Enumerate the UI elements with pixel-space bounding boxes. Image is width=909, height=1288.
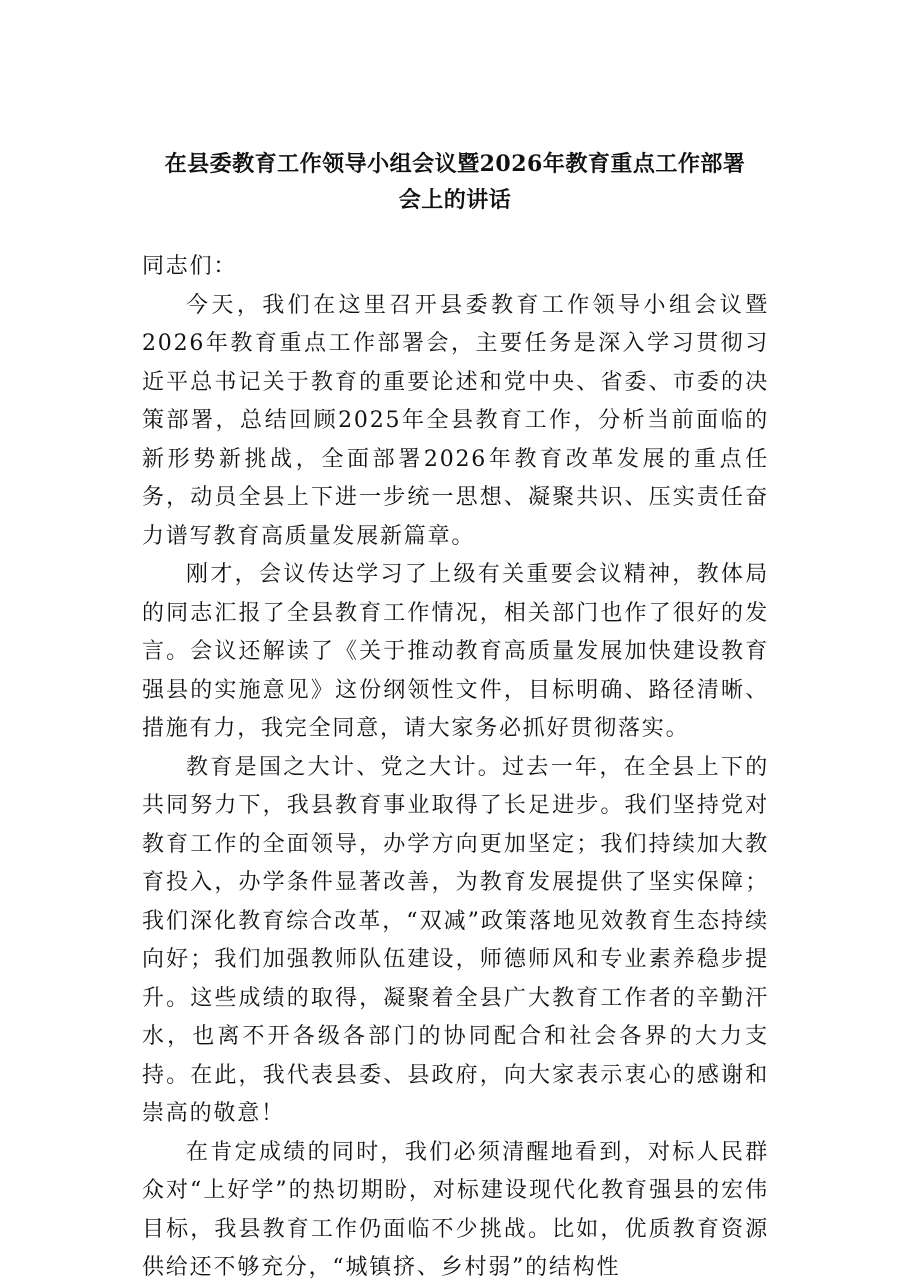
title-line-2: 会上的讲话 xyxy=(398,187,512,213)
paragraph-2: 刚才，会议传达学习了上级有关重要会议精神，教体局的同志汇报了全县教育工作情况，相关部门也作了很好的发言。会议还解读了《关于推动教育高质量发展加快建设教育强县的实施意见》这份纲领性文件，目标明确、路径清晰、措施有力，我完全同意，请大家务必抓好贯彻落实。 xyxy=(142,562,769,741)
paragraph-4: 在肯定成绩的同时，我们必须清醒地看到，对标人民群众对“上好学”的热切期盼，对标建设现代化教育强县的宏伟目标，我县教育工作仍面临不少挑战。比如，优质教育资源供给还不够充分，“城镇挤、乡村弱”的结构性 xyxy=(142,1139,769,1280)
paragraph-1: 今天，我们在这里召开县委教育工作领导小组会议暨2026年教育重点工作部署会，主要任务是深入学习贯彻习近平总书记关于教育的重要论述和党中央、省委、市委的决策部署，总结回顾2025年全县教育工作，分析当前面临的新形势新挑战，全面部署2026年教育改革发展的重点任务，动员全县上下进一步统一思想、凝聚共识、压实责任奋力谱写教育高质量发展新篇章。 xyxy=(142,292,769,549)
paragraph-3: 教育是国之大计、党之大计。过去一年，在全县上下的共同努力下，我县教育事业取得了长足进步。我们坚持党对教育工作的全面领导，办学方向更加坚定；我们持续加大教育投入，办学条件显著改善，为教育发展提供了坚实保障；我们深化教育综合改革，“双减”政策落地见效教育生态持续向好；我们加强教师队伍建设，师德师风和专业素养稳步提升。这些成绩的取得，凝聚着全县广大教育工作者的辛勤汗水，也离不开各级各部门的协同配合和社会各界的大力支持。在此，我代表县委、县政府，向大家表示衷心的感谢和崇高的敬意！ xyxy=(142,754,769,1126)
salutation: 同志们： xyxy=(142,254,238,279)
document-body xyxy=(142,248,769,1288)
title-line-1: 在县委教育工作领导小组会议暨2026年教育重点工作部署 xyxy=(164,151,746,177)
document-title xyxy=(140,146,770,218)
